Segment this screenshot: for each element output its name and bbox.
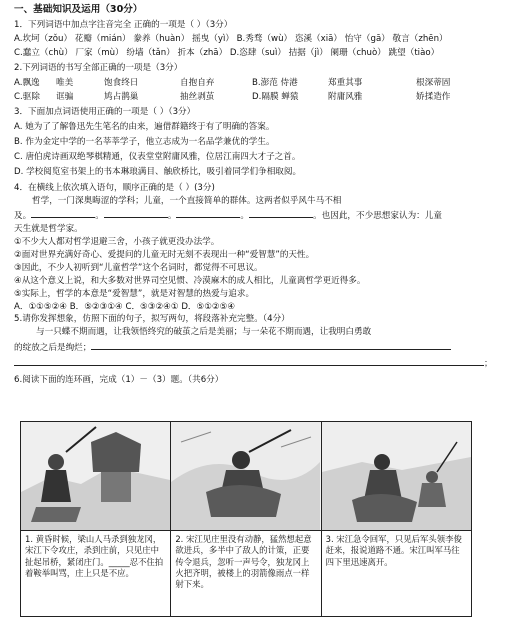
- q4-sentence-1: ①不少大人都对哲学退避三舍，小孩子就更没办法学。: [14, 237, 220, 248]
- q2-cell: 抽丝剥茧: [180, 92, 215, 103]
- q2-stem: 2.下列词语的书写全部正确的一项是（3分）: [14, 62, 183, 73]
- q3-option-d: D. 学校阅览室书架上的书本琳琅满目、触欣桥比，吸引着同学们争相取阅。: [14, 166, 302, 177]
- q2-cell: 附庸风雅: [328, 92, 363, 103]
- q2-c: C.驱除: [14, 92, 40, 103]
- q3-stem: 3．下面加点词语使用正确的一项是（ ）（3分）: [14, 107, 196, 118]
- q2-cell: 饱食终日: [104, 77, 139, 88]
- q5-answer-line2: [14, 357, 500, 370]
- q1-stem: 1．下列词语中加点字注音完全 正确的一项是（ ）（3分）: [14, 20, 233, 31]
- q5-example-line2: [14, 341, 500, 354]
- q4-sentence-2: ②面对世界充满好奇心、爱提问的儿童无时无刻不表现出一种“爱智慧”的天性。: [14, 250, 315, 261]
- q4-stem: 4．在横线上依次填入语句，顺序正确的是（ ）(3分): [14, 182, 215, 193]
- q5-example-end: 的绽放之后是绚烂；: [14, 343, 92, 354]
- q1-options-cd: C.蠢立（chù） 厂家（mù） 纷墙（tǎn） 折本（zhā） D.恣肆（suì） 拮据（jì） 阑珊（chuò） 跳望（tiào）: [14, 47, 440, 58]
- q2-cell: 郑重其事: [328, 77, 363, 88]
- q4-passage-line2: 及。 。 。 。 。也因此，不少思想家认为：儿童: [14, 211, 442, 222]
- q1-options-ab: A.坎坷（zǒu） 花瓣（mián） 豢养（huàn） 摇曳（yì） B.秀骛（wù） 恣溪（xiā） 怡守（gā） 敬言（zhēn）: [14, 33, 448, 44]
- q3-option-b: B. 作为金定中学的一名莘莘学子，他立志成为一名品学兼优的学生。: [14, 137, 275, 148]
- q5-example-line1: 与一只蝶不期而遇，让我领悟终究的破茧之后是美丽；与一朵花不期而遇，让我明白勇敢: [36, 327, 372, 338]
- q2-cell: 鸠占鹊巢: [104, 92, 139, 103]
- q2-b: B.澎范 侍港: [252, 77, 298, 88]
- q4-blank[interactable]: [31, 209, 95, 218]
- q3-option-a: A. 她为了了解鲁迅先生笔名的由来，遍借群籍终于有了明确的答案。: [14, 122, 275, 133]
- q4-passage-start: 及。: [14, 211, 32, 222]
- comic-caption-3: 3. 宋江急令回军，只见后军头领李俊赶来，报说道路不通。宋江叫军马往四下里迅速离开。: [325, 534, 462, 567]
- q4-options: A．①①⑤②④ B．⑤②③①④ C．⑤③②④① D．⑤①②⑤④: [14, 301, 236, 312]
- q2-a: A.飘逸: [14, 77, 40, 88]
- comic-illustration-2: [171, 422, 320, 531]
- q4-passage-line3: 天生就是哲学家。: [14, 224, 83, 235]
- q3-option-c: C. 唐伯虎诗画双绝琴棋精通，仪表堂堂附庸风雅，位居江南四大才子之首。: [14, 151, 301, 162]
- q4-sentence-4: ④从这个意义上说，和大多数对世界司空见惯、冷漠麻木的成人相比，儿童离哲学更近得多。: [14, 275, 366, 286]
- q5-answer-blank[interactable]: [14, 357, 484, 366]
- comic-illustration-3: [322, 422, 471, 531]
- comic-caption-2: 2. 宋江见庄里没有动静，猛然想起意欲进兵，多半中了敌人的计策，正要传令退兵，忽听一声号令，独龙冈上火把齐明，被楼上的羽箭像雨点一样射下来。: [175, 534, 312, 590]
- q6-stem: 6.阅读下面的连环画，完成（1）－（3）题。（共6分）: [14, 374, 224, 385]
- q2-cell: 唯美: [56, 77, 74, 88]
- q2-cell: 诓骗: [56, 92, 74, 103]
- comic-panel-2: [171, 422, 321, 616]
- q2-cell: 根深蒂固: [416, 77, 451, 88]
- q4-blank[interactable]: [104, 209, 168, 218]
- q5-stem: 5.请你发挥想象，仿照下面的句子，拟写两句，将段落补充完整。（4分）: [14, 314, 290, 325]
- comic-panel-1: [21, 422, 171, 616]
- exam-page: [14, 4, 500, 386]
- q2-row-ab: [14, 79, 500, 89]
- comic-illustration-1: [21, 422, 170, 531]
- q2-d: D.隔膜 蝉猿: [252, 92, 299, 103]
- q2-cell: 自抱自弃: [180, 77, 215, 88]
- q4-passage-line1: 哲学，一门深奥晦涩的学科；儿童，一个直接简单的群体。这两者似乎风牛马不相: [32, 195, 342, 206]
- q4-passage-end: 。也因此，不少思想家认为：儿童: [313, 211, 442, 222]
- q4-sentence-3: ③因此，不少人初听到“儿童哲学”这个名词时，都觉得不可思议。: [14, 262, 263, 273]
- q4-blank[interactable]: [176, 209, 240, 218]
- section-title: 一、基础知识及运用（30分）: [14, 4, 143, 15]
- q4-blank[interactable]: [249, 209, 313, 218]
- q5-semicolon: ；: [484, 359, 493, 370]
- q2-cell: 娇揉造作: [416, 92, 451, 103]
- q4-sentence-5: ⑤实际上，哲学的本意是“爱智慧”，就是对智慧的热爱与追求。: [14, 288, 255, 299]
- comic-panel-3: [322, 422, 471, 616]
- q5-answer-blank[interactable]: [91, 341, 451, 350]
- q2-row-cd: [14, 93, 500, 103]
- comic-caption-1: 1. 黄昏时候，梁山人马杀到独龙冈，宋江下令攻庄，杀到庄前，只见庄中扯起吊桥，紧闭庄门。_____忍不住拍着鞍举叫骂，庄上只是不应。: [25, 534, 164, 579]
- comic-strip: [20, 421, 472, 617]
